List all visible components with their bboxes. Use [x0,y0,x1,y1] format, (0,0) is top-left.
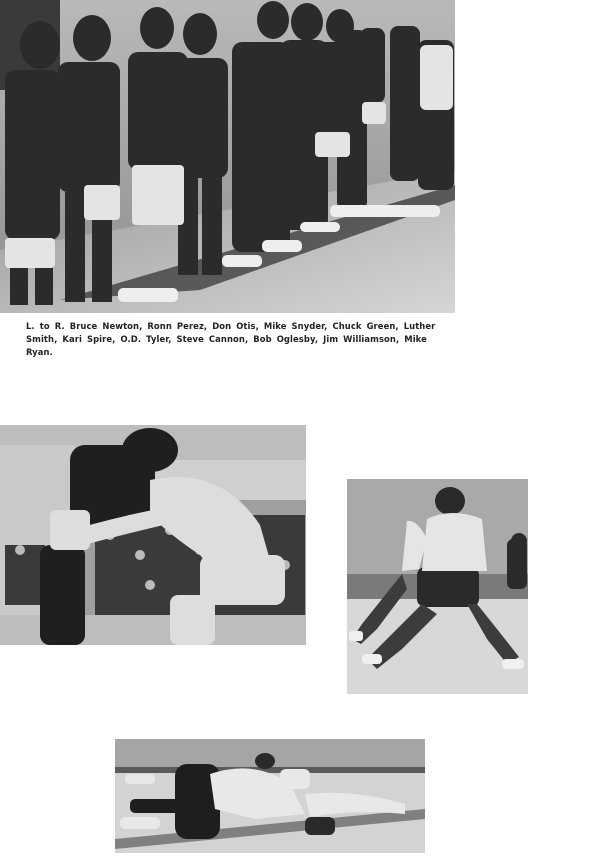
photo-caption: L. to R. Bruce Newton, Ronn Perez, Don Otis, Mike Snyder, Chuck Green, Luther Smith, Kari Spire, O.D. Tyler, Steve Cannon, Bob Oglesby, Jim Williamson, Mike Ryan. [26,321,436,357]
takedown-photo [347,479,528,694]
wrestling-match-image [0,425,306,645]
mat-wrestling-image [115,739,425,853]
mat-wrestling-photo [115,739,425,853]
wrestling-match-photo [0,425,306,645]
takedown-image [347,479,528,694]
team-lineup-image [0,0,455,313]
team-lineup-photo [0,0,455,313]
